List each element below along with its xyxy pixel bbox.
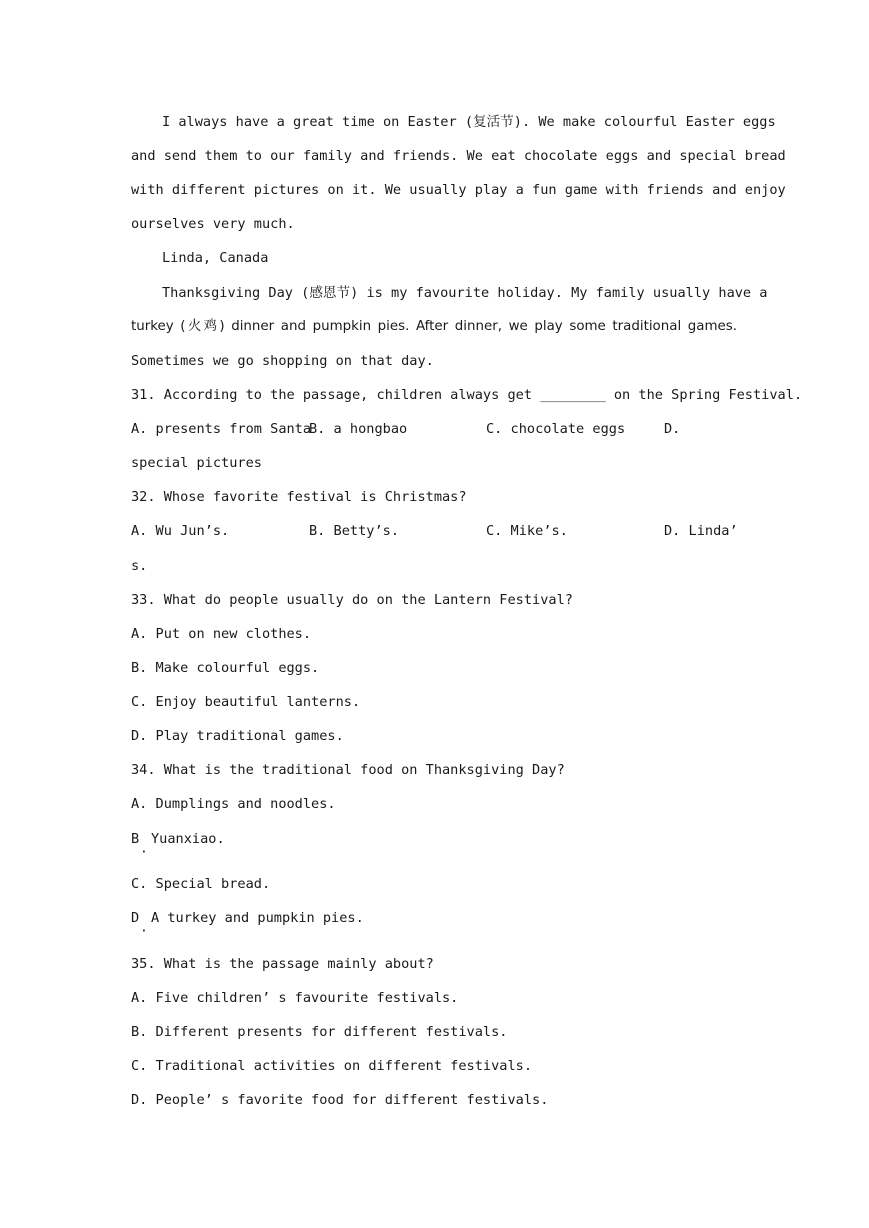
question-32-option-c: C. Mike’s. <box>486 523 568 539</box>
question-35-option-d: D. People’ s favorite food for different festivals. <box>131 1092 549 1108</box>
question-31-option-a: A. presents from Santa <box>131 421 312 437</box>
question-33-option-b: B. Make colourful eggs. <box>131 660 320 676</box>
question-32-option-d: D. Linda’ <box>664 523 738 539</box>
question-34-option-d-text: A turkey and pumpkin pies. <box>151 910 364 926</box>
punctuation-dot: · <box>140 924 148 939</box>
question-35-option-c: C. Traditional activities on different festivals. <box>131 1058 533 1074</box>
punctuation-dot: · <box>140 845 148 860</box>
question-35-stem: 35. What is the passage mainly about? <box>131 956 434 972</box>
question-31-option-d-continued: special pictures <box>131 455 262 471</box>
passage-easter-line-2: and send them to our family and friends. We eat chocolate eggs and special bread <box>131 148 786 164</box>
passage-thanks-line-3: Sometimes we go shopping on that day. <box>131 353 434 369</box>
question-34-option-b-letter: B <box>131 831 140 847</box>
question-33-option-d: D. Play traditional games. <box>131 728 344 744</box>
question-32-option-d-continued: s. <box>131 558 148 574</box>
question-31-option-b: B. a hongbao <box>309 421 408 437</box>
question-31-stem: 31. According to the passage, children always get ________ on the Spring Festival. <box>131 387 803 403</box>
question-34-stem: 34. What is the traditional food on Thanksgiving Day? <box>131 762 565 778</box>
question-33-stem: 33. What do people usually do on the Lantern Festival? <box>131 592 573 608</box>
question-34-option-a: A. Dumplings and noodles. <box>131 796 336 812</box>
question-33-option-c: C. Enjoy beautiful lanterns. <box>131 694 361 710</box>
passage-easter-line-4: ourselves very much. <box>131 216 295 232</box>
passage-easter-line-3: with different pictures on it. We usually play a fun game with friends and enjoy <box>131 182 786 198</box>
question-35-option-b: B. Different presents for different festivals. <box>131 1024 508 1040</box>
question-31-option-c: C. chocolate eggs <box>486 421 626 437</box>
question-32-option-b: B. Betty’s. <box>309 523 400 539</box>
question-32-stem: 32. Whose favorite festival is Christmas? <box>131 489 467 505</box>
question-33-option-a: A. Put on new clothes. <box>131 626 312 642</box>
question-34-option-b-text: Yuanxiao. <box>151 831 225 847</box>
question-31-option-d: D. <box>664 421 681 437</box>
passage-thanks-line-1: Thanksgiving Day (感恩节) is my favourite holiday. My family usually have a <box>162 285 768 301</box>
passage-easter-line-1: I always have a great time on Easter (复活节). We make colourful Easter eggs <box>162 114 776 130</box>
question-34-option-d-letter: D <box>131 910 140 926</box>
passage-signature: Linda, Canada <box>162 250 269 266</box>
question-32-option-a: A. Wu Jun’s. <box>131 523 230 539</box>
question-34-option-c: C. Special bread. <box>131 876 271 892</box>
passage-thanks-line-2: turkey (火鸡) dinner and pumpkin pies. After dinner, we play some traditional games. <box>131 319 737 334</box>
question-35-option-a: A. Five children’ s favourite festivals. <box>131 990 459 1006</box>
